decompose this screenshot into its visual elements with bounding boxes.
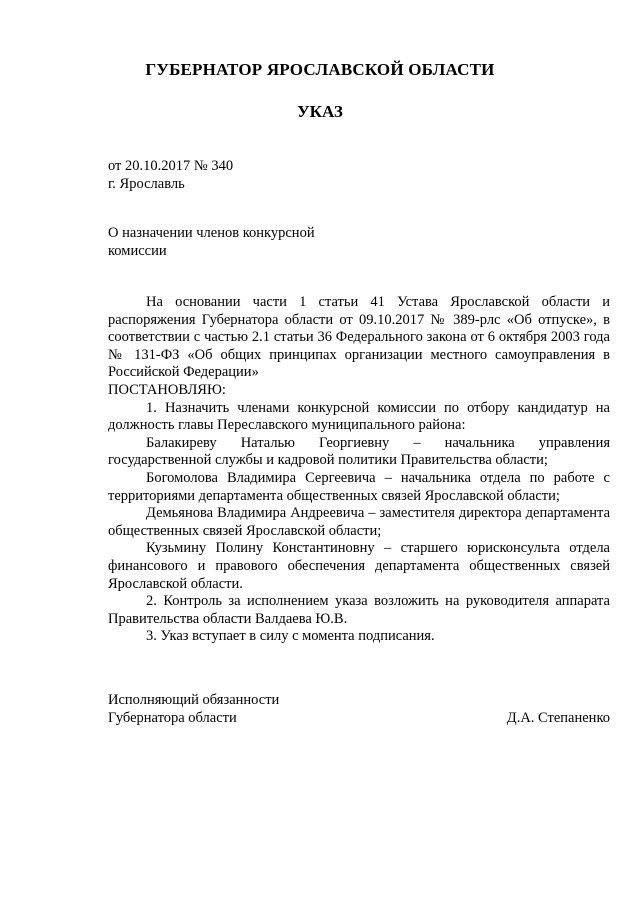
document-date-number: от 20.10.2017 № 340 [108, 158, 234, 174]
member-2-paragraph: Богомолова Владимира Сергеевича – начальника отдела по работе с территориями департамента общественных связей Ярославской области; [108, 469, 610, 504]
item-3-paragraph: 3. Указ вступает в силу с момента подписания. [146, 628, 435, 645]
signature-row [108, 709, 610, 727]
member-1-paragraph: Балакиреву Наталью Георгиевну – начальника управления государственной службы и кадровой политики Правительства области; [108, 434, 610, 469]
member-4-paragraph: Кузьмину Полину Константиновну – старшего юрисконсульта отдела финансового и правового обеспечения департамента общественных связей Ярославской области. [108, 540, 610, 592]
item-1-paragraph: 1. Назначить членами конкурсной комиссии по отбору кандидатур на должность главы Переславского муниципального района: [108, 399, 610, 434]
document-city: г. Ярославль [108, 176, 185, 192]
document-authority-title: ГУБЕРНАТОР ЯРОСЛАВСКОЙ ОБЛАСТИ [145, 60, 495, 79]
document-body [108, 294, 610, 646]
decree-word: ПОСТАНОВЛЯЮ: [108, 381, 226, 398]
member-3-paragraph: Демьянова Владимира Андреевича – заместителя директора департамента общественных связей Ярославской области; [108, 505, 610, 539]
signatory-position-line2: Губернатора области [108, 710, 237, 726]
signature-block [108, 691, 610, 727]
document-type-title: УКАЗ [297, 102, 343, 121]
item-2-paragraph: 2. Контроль за исполнением указа возложить на руководителя аппарата Правительства области Валдаева Ю.В. [108, 593, 610, 627]
preamble-paragraph: На основании части 1 статьи 41 Устава Ярославской области и распоряжения Губернатора области от 09.10.2017 № 389-рлс «Об отпуске», в соответствии с частью 2.1 статьи 36 Федерального закона от 6 октября 2003 года № 131-ФЗ «Об общих принципах организации местного самоуправления в Российской Федерации» [108, 294, 610, 381]
document-subject: О назначении членов конкурсной комиссии [108, 225, 315, 259]
signatory-position-line1: Исполняющий обязанности [108, 692, 280, 708]
signatory-name: Д.А. Степаненко [506, 710, 610, 726]
